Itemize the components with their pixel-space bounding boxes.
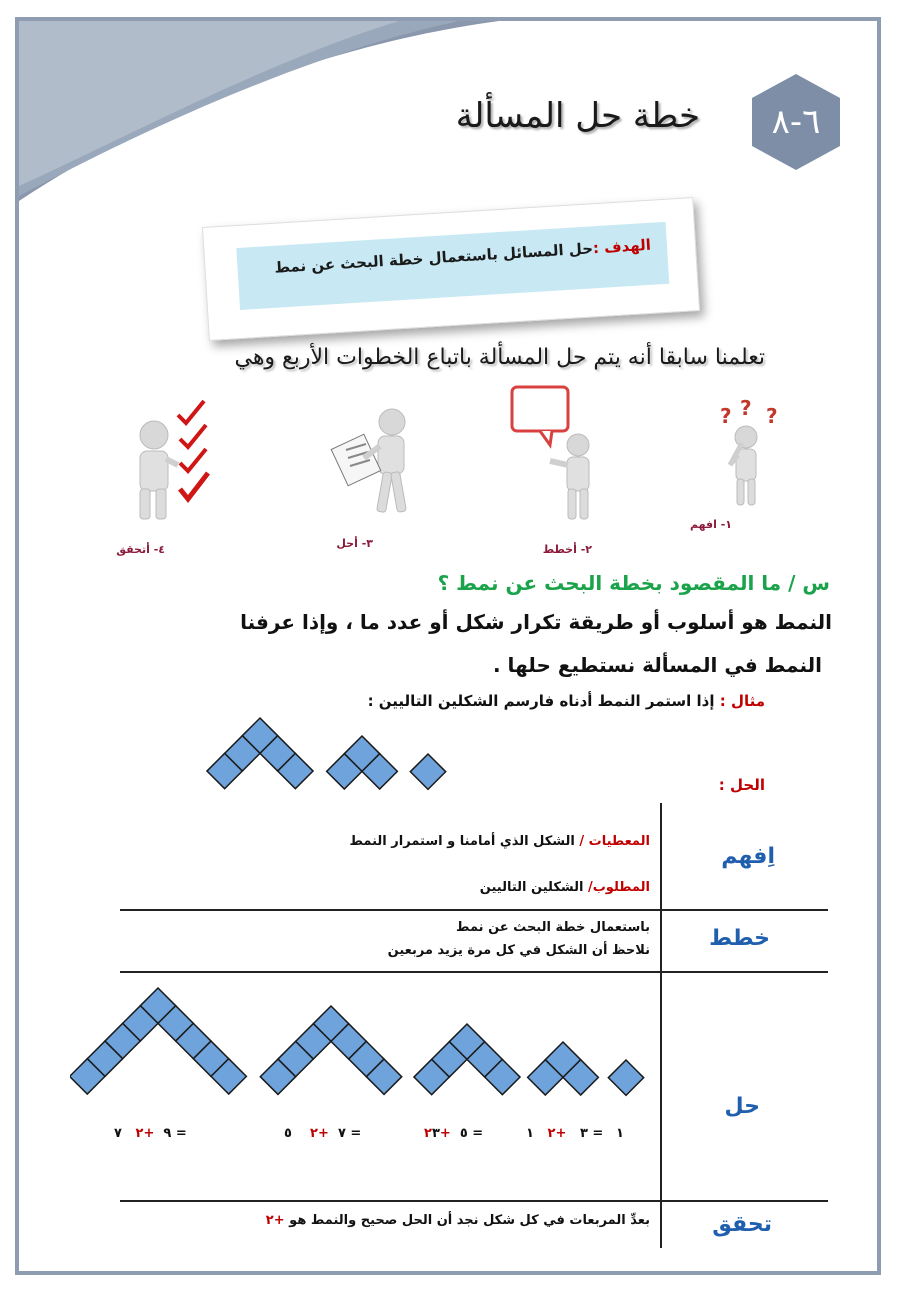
equation-3 — [424, 1126, 483, 1141]
required-text: الشكلين التاليين — [479, 880, 588, 895]
equation-2 — [526, 1126, 603, 1141]
stage-verify: تحقق — [712, 1212, 772, 1237]
clipboard-person-icon — [320, 400, 432, 520]
thinking-person-icon — [700, 395, 810, 515]
given-text: الشكل الذي أمامنا و استمرار النمط — [349, 834, 580, 849]
lesson-number: ٦-٨ — [771, 102, 821, 142]
equation-5-result: = ٩ — [163, 1126, 187, 1141]
svg-text:?: ? — [766, 404, 778, 428]
goal-box — [236, 222, 669, 310]
equation-2-result: = ٣ — [579, 1126, 604, 1141]
solution-figure-1-square — [608, 1060, 643, 1095]
table-row-divider-3 — [120, 1200, 828, 1202]
stage-solve: حل — [724, 1094, 760, 1119]
question: س / ما المقصود بخطة البحث عن نمط ؟ — [437, 571, 830, 595]
table-row-divider-1 — [120, 909, 828, 911]
definition-line-2: النمط في المسألة نستطيع حلها . — [493, 653, 822, 677]
given-row — [349, 834, 650, 849]
equation-4-op: +٢ — [310, 1126, 329, 1141]
equation-3-a: ٣ — [431, 1126, 440, 1141]
given-figure-1-square — [410, 754, 445, 789]
example-text: إذا استمر النمط أدناه فارسم الشكلين التاليين : — [367, 692, 720, 710]
equation-5 — [114, 1126, 187, 1141]
intro-text: تعلمنا سابقا أنه يتم حل المسألة باتباع الخطوات الأربع وهي — [234, 345, 765, 370]
equation-5-op: +٢ — [135, 1126, 155, 1141]
step-plan-label: ٢- أخطط — [542, 543, 592, 556]
solution-pattern — [70, 980, 660, 1100]
svg-text:?: ? — [740, 396, 752, 420]
verify-text-row — [266, 1213, 650, 1228]
given-pattern — [190, 710, 470, 800]
equation-5-a: ٧ — [114, 1126, 122, 1141]
verify-text: بعدِّ المربعات في كل شكل نجد أن الحل صحيح والنمط هو — [284, 1213, 650, 1228]
equation-2-op: +٢ — [547, 1126, 567, 1141]
given-label: المعطيات / — [579, 834, 650, 849]
equation-2-a: ١ — [526, 1126, 534, 1141]
speech-bubble-person-icon — [510, 385, 620, 525]
lesson-number-badge — [750, 72, 842, 172]
required-label: المطلوب/ — [588, 880, 650, 895]
solution-label: الحل : — [718, 776, 765, 794]
goal-label: الهدف : — [592, 235, 652, 258]
table-row-divider-2 — [120, 971, 828, 973]
table-vertical-divider — [660, 803, 662, 1248]
stage-understand: اِفهم — [721, 844, 775, 869]
equation-4-a: ٥ — [284, 1126, 292, 1141]
equation-1 — [616, 1126, 624, 1141]
verify-highlight: +٢ — [265, 1213, 285, 1228]
equation-4-result: = ٧ — [337, 1126, 362, 1141]
goal-text: حل المسائل باستعمال خطة البحث عن نمط — [273, 239, 594, 277]
equation-3-result: = ٥ — [459, 1126, 484, 1141]
step-understand-label: ١- افهم — [690, 518, 732, 531]
corner-decoration — [19, 21, 499, 201]
equation-4 — [284, 1126, 361, 1141]
step-solve-label: ٣- أحل — [336, 537, 373, 550]
example — [368, 692, 765, 710]
plan-line-2: نلاحظ أن الشكل في كل مرة يزيد مربعين — [387, 943, 650, 958]
example-label: مثال : — [719, 692, 765, 710]
required-row — [480, 880, 650, 895]
plan-line-1: باستعمال خطة البحث عن نمط — [456, 920, 650, 935]
step-verify-label: ٤- أتحقق — [116, 543, 165, 556]
equation-3-op: +٢ — [424, 1126, 451, 1141]
svg-text:?: ? — [720, 404, 732, 428]
stage-plan: خطط — [709, 926, 770, 951]
page-title: خطة حل المسألة — [455, 96, 700, 136]
definition-line-1: النمط هو أسلوب أو طريقة تكرار شكل أو عدد ما ، وإذا عرفنا — [240, 610, 832, 634]
checkmarks-person-icon — [120, 395, 220, 525]
equation-1-a: ١ — [616, 1126, 624, 1141]
